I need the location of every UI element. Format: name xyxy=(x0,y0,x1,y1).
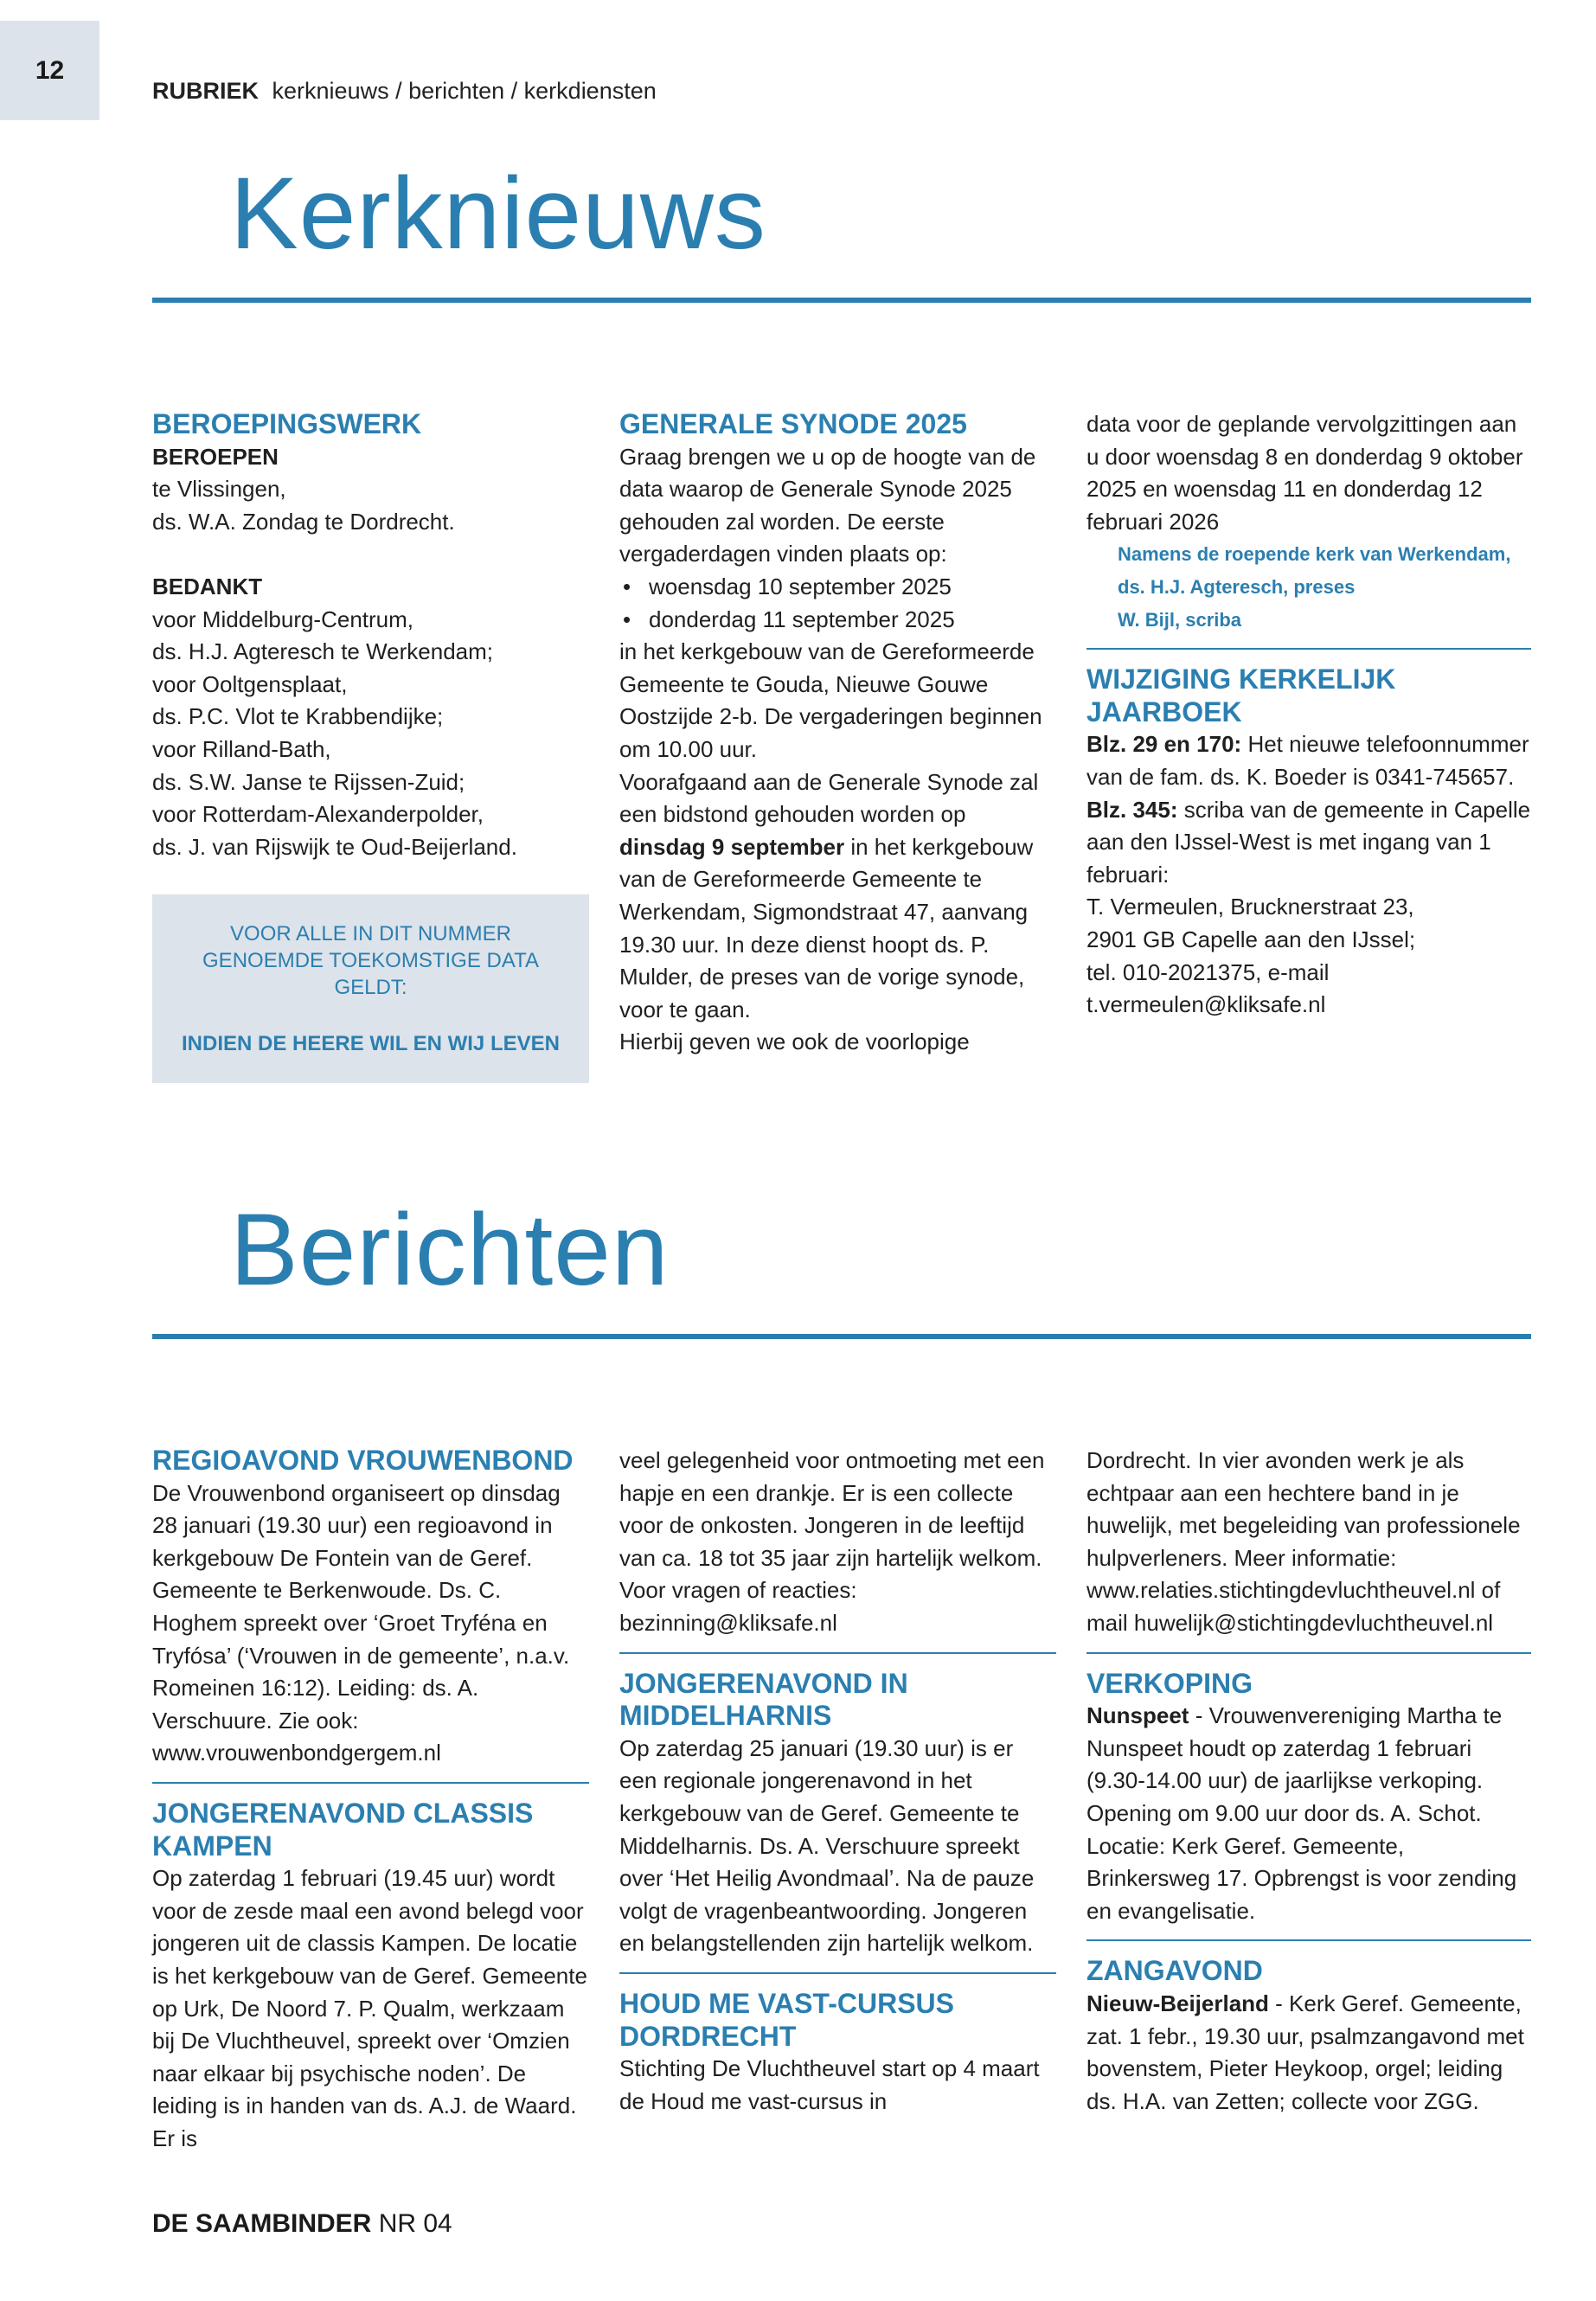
email-link[interactable]: t.vermeulen@kliksafe.nl xyxy=(1086,991,1326,1018)
address-line: T. Vermeulen, Brucknerstraat 23, xyxy=(1086,894,1414,920)
rubriek-label: RUBRIEK xyxy=(152,78,260,104)
signature-line: Namens de roepende kerk van Werkendam, xyxy=(1118,543,1511,566)
verkoping-heading: VERKOPING xyxy=(1086,1667,1253,1699)
kerknieuws-rule xyxy=(152,298,1531,303)
bedankt-line: voor Rilland-Bath, xyxy=(152,735,331,762)
jongerenavond-kampen-continued: veel gelegenheid voor ontmoeting met een hapje en een drankje. Er is een collecte voor de onkosten. Jongeren in de leeftijd van ca. 18 tot 35 jaar zijn hartelijk welkom. Voor vragen of reacties: bezinning@kliksafe.nl xyxy=(619,1447,1045,1636)
berichten-col-1 xyxy=(152,1445,589,2155)
jaarboek-heading: WIJZIGING KERKELIJK JAARBOEK xyxy=(1086,663,1396,727)
beroepen-label: BEROEPEN xyxy=(152,443,279,470)
address-line: tel. 010-2021375, e-mail xyxy=(1086,958,1330,985)
synode-heading: GENERALE SYNODE 2025 xyxy=(619,408,967,439)
separator xyxy=(619,1652,1056,1654)
jongerenavond-middelharnis-text: Op zaterdag 25 januari (19.30 uur) is er een regionale jongerenavond in het kerkgebouw van de Geref. Gemeente te Middelharnis. Ds. A. Verschuure spreekt over ‘Het Heilig Avondmaal’. Na de pauze volgt de vragenbeantwoording. Jongeren en belangstellenden zijn hartelijk welkom. xyxy=(619,1734,1035,1957)
jongerenavond-kampen-heading: JONGERENAVOND CLASSIS KAMPEN xyxy=(152,1797,534,1862)
zangavond-heading: ZANGAVOND xyxy=(1086,1955,1263,1987)
zangavond-text xyxy=(1086,1988,1531,2118)
footer-brand: DE SAAMBINDER xyxy=(152,2209,372,2238)
houd-me-vast-heading: HOUD ME VAST-CURSUS DORDRECHT xyxy=(619,1987,954,2052)
synode-bidstond xyxy=(619,766,1056,1027)
verkoping-place: Nunspeet xyxy=(1086,1702,1189,1729)
kerknieuws-col-1 xyxy=(152,408,589,1083)
bedankt-line: voor Ooltgensplaat, xyxy=(152,670,348,697)
berichten-title: Berichten xyxy=(230,1193,670,1307)
verkoping-body: - Vrouwenvereniging Martha te Nunspeet houdt op zaterdag 1 februari (9.30-14.00 uur) de jaarlijkse verkoping. Opening om 9.00 uur door ds. A. Schot. Locatie: Kerk Geref. Gemeente, Brinkersweg 17. Opbrengst is voor zending en evangelisatie. xyxy=(1086,1702,1517,1924)
synode-date-item: • donderdag 11 september 2025 xyxy=(619,604,1056,637)
separator xyxy=(1086,1652,1531,1654)
jongerenavond-kampen-text: Op zaterdag 1 februari (19.45 uur) wordt voor de zesde maal een avond belegd voor jongeren uit de classis Kampen. De locatie is het kerkgebouw van de Geref. Gemeente op Urk, De Noord 7. P. Qualm, werkzaam bij De Vluchtheuvel, spreekt over ‘Omzien naar elkaar bij psychische noden’. De leiding is in handen van ds. A.J. de Waard. Er is xyxy=(152,1865,587,2151)
kerknieuws-col-2 xyxy=(619,408,1056,1059)
berichten-rule xyxy=(152,1334,1531,1339)
zangavond-body: - Kerk Geref. Gemeente, zat. 1 febr., 19.30 uur, psalmzangavond met bovenstem, Pieter Heykoop, orgel; leiding ds. H.A. van Zetten; collecte voor ZGG. xyxy=(1086,1990,1524,2114)
jaarboek-ref: Blz. 29 en 170: xyxy=(1086,731,1242,758)
bedankt-line: voor Rotterdam-Alexanderpolder, xyxy=(152,801,484,828)
bidstond-post: in het kerkgebouw van de Gereformeerde Gemeente te Werkendam, Sigmondstraat 47, aanvang 19.30 uur. In deze dienst hoopt ds. P. Mulder, de preses van de vorige synode, voor te gaan. xyxy=(619,833,1034,1022)
signature-line: W. Bijl, scriba xyxy=(1118,608,1242,631)
jaarboek-text: Het nieuwe telefoonnummer van de fam. ds. K. Boeder is 0341-745657. xyxy=(1086,731,1529,790)
synode-dates xyxy=(619,571,1056,636)
footer-issue: NR 04 xyxy=(378,2209,452,2238)
houd-me-vast-text: Stichting De Vluchtheuvel start op 4 maart de Houd me vast-cursus in xyxy=(619,2055,1040,2114)
synode-continue: Hierbij geven we ook de voorlopige xyxy=(619,1029,970,1055)
bedankt-line: ds. H.J. Agteresch te Werkendam; xyxy=(152,638,494,665)
notice-box xyxy=(152,894,589,1083)
jaarboek-text: scriba van de gemeente in Capelle aan den IJssel-West is met ingang van 1 februari: xyxy=(1086,796,1531,888)
bidstond-pre: Voorafgaand aan de Generale Synode zal een bidstond gehouden worden op xyxy=(619,768,1039,828)
rubriek-path: kerknieuws / berichten / kerkdiensten xyxy=(272,78,657,104)
beroepingswerk-heading: BEROEPINGSWERK xyxy=(152,408,422,439)
bedankt-line: ds. J. van Rijswijk te Oud-Beijerland. xyxy=(152,833,517,860)
bidstond-date: dinsdag 9 september xyxy=(619,833,845,860)
jaarboek-entry xyxy=(1086,728,1531,793)
jaarboek-ref: Blz. 345: xyxy=(1086,796,1178,823)
jongerenavond-middelharnis-heading: JONGERENAVOND IN MIDDELHARNIS xyxy=(619,1667,908,1732)
notice-emphasis: INDIEN DE HEERE WIL EN WIJ LEVEN xyxy=(182,1032,560,1056)
regioavond-heading: REGIOAVOND VROUWENBOND xyxy=(152,1445,574,1476)
separator xyxy=(1086,648,1531,650)
beroepen-line: ds. W.A. Zondag te Dordrecht. xyxy=(152,508,455,535)
berichten-col-3 xyxy=(1086,1445,1531,2118)
regioavond-text: De Vrouwenbond organiseert op dinsdag 28 januari (19.30 uur) een regioavond in kerkgebouw De Fontein van de Geref. Gemeente te Berkenwoude. Ds. C. Hoghem spreekt over ‘Groet Tryféna en Tryfósa’ (‘Vrouwen in de gemeente’, n.a.v. Romeinen 16:12). Leiding: ds. A. Verschuure. Zie ook: www.vrouwenbondgergem.nl xyxy=(152,1479,570,1766)
separator xyxy=(1086,1939,1531,1941)
bedankt-line: voor Middelburg-Centrum, xyxy=(152,606,414,632)
signature-line: ds. H.J. Agteresch, preses xyxy=(1118,575,1356,598)
notice-line: VOOR ALLE IN DIT NUMMER GENOEMDE TOEKOMSTIGE DATA GELDT: xyxy=(202,922,539,1000)
page-number: 12 xyxy=(0,21,99,120)
kerknieuws-title: Kerknieuws xyxy=(230,157,766,271)
zangavond-place: Nieuw-Beijerland xyxy=(1086,1990,1269,2016)
kerknieuws-col-3 xyxy=(1086,408,1531,1022)
synode-location: in het kerkgebouw van de Gereformeerde Gemeente te Gouda, Nieuwe Gouwe Oostzijde 2-b. De vergaderingen beginnen om 10.00 uur. xyxy=(619,638,1042,762)
synode-dates-continued: data voor de geplande vervolgzittingen aan u door woensdag 8 en donderdag 9 oktober 2025 en woensdag 11 en donderdag 12 februari 2026 xyxy=(1086,411,1523,535)
berichten-col-2 xyxy=(619,1445,1056,2118)
verkoping-text xyxy=(1086,1700,1531,1927)
synode-date-item: • woensdag 10 september 2025 xyxy=(619,571,1056,604)
bedankt-label: BEDANKT xyxy=(152,573,263,599)
separator xyxy=(152,1782,589,1784)
footer xyxy=(152,2209,452,2239)
synode-intro: Graag brengen we u op de hoogte van de data waarop de Generale Synode 2025 gehouden zal worden. De eerste vergaderdagen vinden plaats op: xyxy=(619,443,1036,567)
bedankt-line: ds. P.C. Vlot te Krabbendijke; xyxy=(152,703,444,730)
jaarboek-entry xyxy=(1086,794,1531,892)
houd-me-vast-continued: Dordrecht. In vier avonden werk je als echtpaar aan een hechtere band in je huwelijk, met begeleiding van professionele hulpverleners. Meer informatie: www.relaties.stichtingdevluchtheuvel.nl of mail huwelijk@stichtingdevluchtheuvel.nl xyxy=(1086,1447,1521,1636)
beroepen-line: te Vlissingen, xyxy=(152,476,286,503)
rubriek-breadcrumb xyxy=(152,78,657,105)
address-line: 2901 GB Capelle aan den IJssel; xyxy=(1086,926,1416,952)
separator xyxy=(619,1972,1056,1974)
bedankt-line: ds. S.W. Janse te Rijssen-Zuid; xyxy=(152,768,465,795)
